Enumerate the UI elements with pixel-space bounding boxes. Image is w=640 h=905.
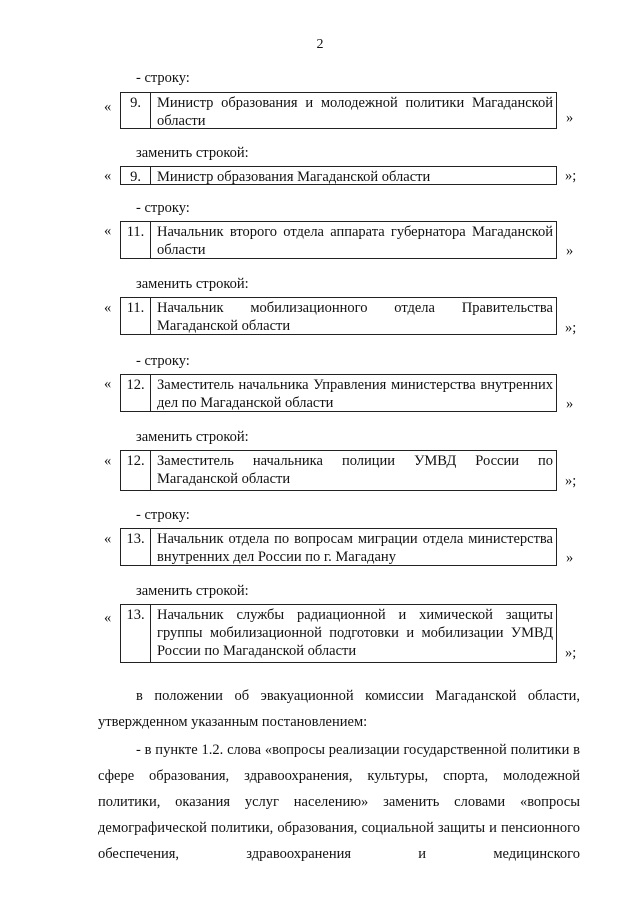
row-text: Заместитель начальника полиции УМВД России по Магаданской области: [157, 453, 553, 487]
open-quote: «: [104, 610, 112, 626]
row-number: 13.: [121, 605, 151, 662]
table-row: [120, 221, 557, 259]
table-row: [120, 166, 557, 185]
close-quote: »: [566, 110, 574, 126]
row-text: Начальник второго отдела аппарата губернатора Магаданской области: [157, 224, 553, 258]
close-quote: »;: [565, 473, 577, 489]
lead-text: - строку:: [136, 507, 190, 523]
paragraph-text: в положении об эвакуационной комиссии Магаданской области, утвержденном указанным постановлением:: [98, 688, 580, 730]
table-row: [120, 528, 557, 566]
open-quote: «: [104, 168, 112, 184]
body-paragraph: [98, 737, 580, 867]
table-row: [120, 604, 557, 663]
open-quote: «: [104, 531, 112, 547]
table-row: [120, 374, 557, 412]
close-quote: »: [566, 396, 574, 412]
close-quote: »: [566, 243, 574, 259]
lead-text: - строку:: [136, 70, 190, 86]
row-number: 12.: [121, 451, 151, 490]
body-paragraph: [98, 683, 580, 735]
open-quote: «: [104, 453, 112, 469]
row-text: Начальник службы радиационной и химической защиты группы мобилизационной подготовки и мобилизации УМВД России по Магаданской области: [157, 607, 553, 659]
lead-text: - строку:: [136, 200, 190, 216]
row-text: Начальник мобилизационного отдела Правительства Магаданской области: [157, 300, 553, 334]
row-number: 13.: [121, 529, 151, 565]
table-row: [120, 297, 557, 335]
open-quote: «: [104, 300, 112, 316]
row-text: Начальник отдела по вопросам миграции отдела министерства внутренних дел России по г. Магадану: [157, 531, 553, 565]
lead-text: заменить строкой:: [136, 583, 249, 599]
row-number: 9.: [121, 93, 151, 128]
row-number: 11.: [121, 222, 151, 258]
close-quote: »;: [565, 645, 577, 661]
row-number: 12.: [121, 375, 151, 411]
close-quote: »;: [565, 320, 577, 336]
close-quote: »;: [565, 168, 577, 184]
row-text: Министр образования Магаданской области: [157, 169, 431, 185]
lead-text: заменить строкой:: [136, 276, 249, 292]
row-number: 11.: [121, 298, 151, 334]
row-text: Министр образования и молодежной политики Магаданской области: [157, 95, 553, 129]
lead-text: заменить строкой:: [136, 429, 249, 445]
table-row: [120, 450, 557, 491]
lead-text: - строку:: [136, 353, 190, 369]
lead-text: заменить строкой:: [136, 145, 249, 161]
page-number: 2: [316, 37, 324, 52]
open-quote: «: [104, 99, 112, 115]
open-quote: «: [104, 376, 112, 392]
row-text: Заместитель начальника Управления министерства внутренних дел по Магаданской области: [157, 377, 553, 411]
row-number: 9.: [121, 167, 151, 184]
paragraph-text: - в пункте 1.2. слова «вопросы реализации государственной политики в сфере образования, здравоохранения, культуры, спорта, молодежной политики, оказания услуг населению» заменить словами «вопросы демографической политики, образования, социальной защиты и пенсионного обеспечения, здравоохранения и медицинского: [98, 742, 580, 862]
close-quote: »: [566, 550, 574, 566]
table-row: [120, 92, 557, 129]
open-quote: «: [104, 223, 112, 239]
